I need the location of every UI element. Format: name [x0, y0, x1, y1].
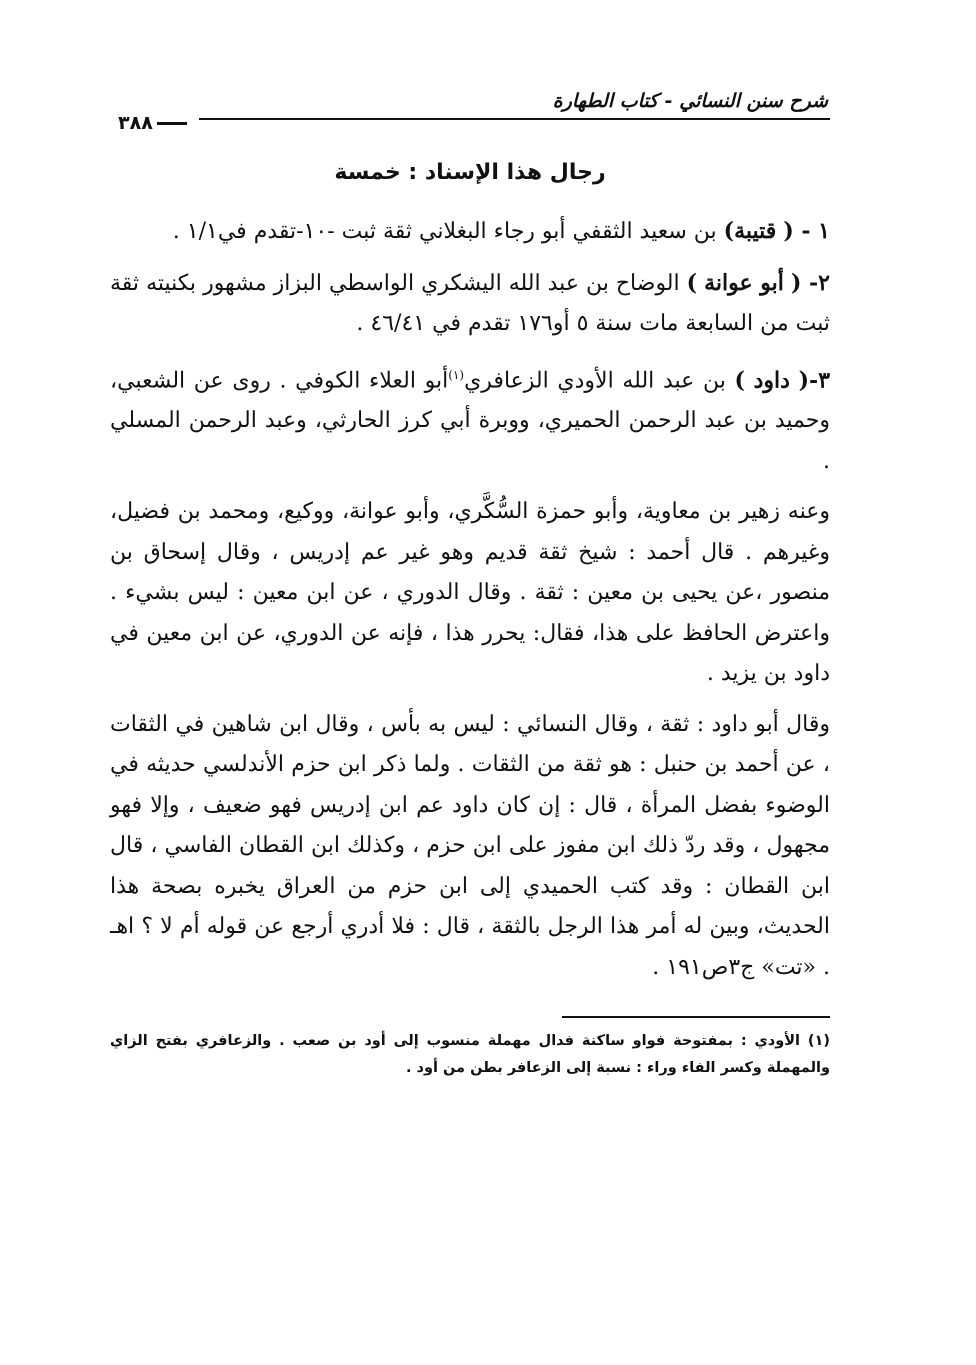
footnote: (١) الأودي : بمفتوحة فواو ساكنة فدال مهملة منسوب إلى أود بن صعب . والزعافري بفتح الزاي والمهملة وكسر الفاء وراء : نسبة إلى الزعافر بطن من أود . [110, 1033, 830, 1077]
footnote-reference: (١) [448, 367, 465, 382]
narrator-entry-1 [110, 211, 830, 253]
narrator-name: قتيبة [734, 218, 777, 244]
entry-text: الوضاح بن عبد الله اليشكري الواسطي البزاز مشهور بكنيته ثقة ثبت من السابعة مات سنة ٥ أو١٧٦ تقدم في ٤٦/٤١ . [110, 270, 830, 336]
narrator-entry-3 [110, 355, 830, 483]
narrator-name: داود [753, 366, 790, 393]
body-paragraph-1: وعنه زهير بن معاوية، وأبو حمزة السُّكَّري، وأبو عوانة، ووكيع، ومحمد بن فضيل، وغيرهم . قال أحمد : شيخ ثقة قديم وهو غير عم إدريس ، وقال إسحاق بن منصور ،عن يحيى بن معين : ثقة . وقال الدوري ، عن ابن معين : ليس بشيء . واعترض الحافظ على هذا، فقال: يحرر هذا ، فإنه عن الدوري، عن ابن معين في داود بن يزيد . [110, 499, 830, 687]
entry-text-continued: أبو العلاء الكوفي . روى عن الشعبي، وحميد بن عبد الرحمن الحميري، ووبرة أبي كرز الحارثي، وعبد الرحمن المسلي . [110, 367, 830, 474]
entry-text: بن سعيد الثقفي أبو رجاء البغلاني ثقة ثبت -١٠-تقدم في١/١ . [172, 219, 724, 244]
narrator-name: أبو عوانة [704, 269, 784, 296]
body-paragraph-2: وقال أبو داود : ثقة ، وقال النسائي : ليس به بأس ، وقال ابن شاهين في الثقات ، عن أحمد بن حنبل : هو ثقة من الثقات . ولما ذكر ابن حزم الأندلسي حديثه في الوضوء بفضل المرأة ، قال : إن كان داود عم ابن إدريس فهو ضعيف ، وإلا فهو مجهول ، وقد ردّ ذلك ابن مفوز على ابن حزم ، وكذلك ابن القطان الفاسي ، قال ابن القطان : وقد كتب الحميدي إلى ابن حزم من العراق يخبره بصحة هذا الحديث، وبين له أمر هذا الرجل بالثقة ، قال : فلا أدري أرجع عن قوله أم لا ؟ اهـ . «تت» ج٣ص١٩١ . [110, 711, 831, 980]
page-number: ٣٨٨ [118, 112, 153, 134]
entry-number: ١ - ( [783, 218, 830, 244]
narrator-entry-2 [110, 263, 830, 345]
entry-number: ٣-( [798, 366, 831, 393]
book-page [110, 80, 830, 1082]
entry-number: ٢- ( [790, 269, 830, 296]
running-title: شرح سنن النسائي - كتاب الطهارة [552, 90, 828, 112]
section-heading: رجال هذا الإسناد : خمسة [334, 160, 606, 185]
header-rule [110, 118, 830, 120]
footnote-rule [562, 1016, 830, 1018]
entry-bracket: ) [723, 218, 735, 244]
entry-bracket: ) [734, 366, 745, 393]
page-number-block [110, 112, 199, 134]
entry-text: بن عبد الله الأودي الزعافري [464, 367, 735, 393]
page-number-dash [157, 122, 187, 125]
entry-bracket: ) [686, 269, 698, 296]
page-header [110, 80, 830, 134]
